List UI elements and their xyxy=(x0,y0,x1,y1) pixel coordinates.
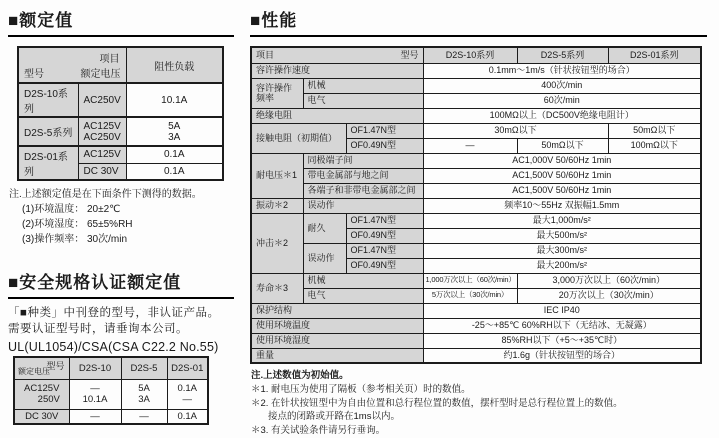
perf-value-cell: — xyxy=(423,138,517,153)
note-line: (1)环境温度： 20±2℃ xyxy=(22,204,121,215)
note-line: (3)操作频率： 30次/min xyxy=(22,234,128,245)
perf-sub-label: 电气 xyxy=(303,288,423,303)
table-row xyxy=(251,93,701,108)
header-d2s-10: D2S-10 xyxy=(69,357,121,379)
cell-value: — xyxy=(121,409,167,424)
header-d2s-01-series: D2S-01系列 xyxy=(608,47,701,63)
safety-ratings-table xyxy=(13,356,209,425)
header-item-model-cell xyxy=(251,47,423,63)
perf-value-cell: 400次/min xyxy=(423,78,701,93)
table-row xyxy=(251,243,701,258)
perf-value-cell: AC1,500V 50/60Hz 1min xyxy=(423,183,701,198)
header-d2s-10-series: D2S-10系列 xyxy=(423,47,517,63)
table-row xyxy=(251,183,701,198)
cell-value: — xyxy=(69,409,121,424)
performance-table xyxy=(250,46,702,364)
perf-value-cell: 50mΩ以下 xyxy=(517,138,608,153)
diagonal-header-cell xyxy=(14,357,69,379)
perf-value-cell: 最大500m/s² xyxy=(423,228,701,243)
perf-value-cell: 1,000万次以上（60次/min） xyxy=(423,273,517,288)
safety-ratings-section xyxy=(8,268,234,425)
table-row xyxy=(251,333,701,348)
perf-value-cell: 3,000万次以上（60次/min） xyxy=(517,273,701,288)
safety-desc-line: 需要认证型号时，请垂询本公司。 xyxy=(8,322,188,335)
header-d2s-5: D2S-5 xyxy=(121,357,167,379)
note-line: (2)环境湿度： 65±5%RH xyxy=(22,219,133,230)
note-line: ＊1. 耐电压为使用了隔板（参考相关页）时的数值。 xyxy=(251,383,471,395)
perf-row-label: 冲击＊2 xyxy=(251,213,303,273)
perf-row-label: 重量 xyxy=(251,348,423,363)
perf-value-cell: 5万次以上（30次/min） xyxy=(423,288,517,303)
table-row xyxy=(251,303,701,318)
perf-row-label: 容许操作频率 xyxy=(251,78,303,108)
perf-row-label: 绝缘电阻 xyxy=(251,108,423,123)
cell-load: 0.1A xyxy=(126,163,223,180)
table-row xyxy=(14,379,208,409)
left-column xyxy=(8,6,234,425)
table-header-row xyxy=(251,47,701,63)
safety-description xyxy=(8,306,234,337)
perf-row-label: 容许操作速度 xyxy=(251,63,423,78)
table-row xyxy=(251,318,701,333)
cell-value: 0.1A — xyxy=(167,379,208,409)
perf-value-cell: 60次/min xyxy=(423,93,701,108)
perf-sub-label: OF0.49N型 xyxy=(346,228,423,243)
header-d2s-01: D2S-01 xyxy=(167,357,208,379)
note-line: ＊3. 有关试验条件请另行垂询。 xyxy=(251,425,386,437)
perf-value-cell: 30mΩ以下 xyxy=(423,123,608,138)
perf-sub-label: 机械 xyxy=(303,273,423,288)
perf-row-label: 接触电阻（初期值） xyxy=(251,123,346,153)
table-row xyxy=(251,273,701,288)
header-item: 项目 xyxy=(256,50,275,61)
header-voltage: 额定电压 xyxy=(18,366,50,376)
cell-load: 10.1A xyxy=(126,83,223,117)
perf-value-cell: 最大300m/s² xyxy=(423,243,701,258)
perf-row-label: 使用环境温度 xyxy=(251,318,423,333)
perf-sub-label: 带电金属部与地之间 xyxy=(303,168,423,183)
note-line: 注.上述数值为初始值。 xyxy=(251,370,349,381)
table-row xyxy=(251,63,701,78)
certification-standard: UL(UL1054)/CSA(CSA C22.2 No.55) xyxy=(8,340,219,355)
table-row xyxy=(251,108,701,123)
perf-value-cell: 最大200m/s² xyxy=(423,258,701,273)
table-row xyxy=(251,348,701,363)
cell-model: D2S-10系列 xyxy=(18,83,78,117)
performance-section xyxy=(250,6,707,438)
table-header-row xyxy=(14,357,208,379)
perf-value-cell: AC1,500V 50/60Hz 1min xyxy=(423,168,701,183)
table-header-row xyxy=(18,47,223,83)
perf-value-cell: 20万次以上（30次/min） xyxy=(517,288,701,303)
cell-value: 5A 3A xyxy=(121,379,167,409)
perf-row-label: 寿命＊3 xyxy=(251,273,303,303)
perf-value-cell: -25～+85℃ 60%RH以下（无结冰、无凝露） xyxy=(423,318,701,333)
table-row xyxy=(251,213,701,228)
cell-voltage: DC 30V xyxy=(14,409,69,424)
cell-voltage: DC 30V xyxy=(78,163,126,180)
table-row xyxy=(18,83,223,117)
table-row xyxy=(14,409,208,424)
perf-value-cell: 频率10～55Hz 双振幅1.5mm xyxy=(423,198,701,213)
perf-sub-label: 误动作 xyxy=(303,198,423,213)
note-line: ＊2. 在针状按钮型中为自由位置和总行程位置的数值，摆杆型时是总行程位置上的数值。 xyxy=(251,397,623,409)
perf-value-cell: 最大1,000m/s² xyxy=(423,213,701,228)
cell-voltage: AC125V AC250V xyxy=(78,117,126,146)
table-row xyxy=(251,198,701,213)
table-row xyxy=(251,153,701,168)
header-item: 项目 xyxy=(99,54,120,65)
perf-value-cell: 50mΩ以下 xyxy=(608,123,701,138)
table-row xyxy=(251,78,701,93)
perf-sub-label: 耐久 xyxy=(303,213,346,243)
perf-value-cell: IEC IP40 xyxy=(423,303,701,318)
performance-notes xyxy=(251,369,707,438)
diagonal-header-cell xyxy=(18,47,126,83)
perf-row-label: 使用环境湿度 xyxy=(251,333,423,348)
perf-row-label: 耐电压＊1 xyxy=(251,153,303,198)
perf-sub-label: 同极端子间 xyxy=(303,153,423,168)
perf-value-cell: AC1,000V 50/60Hz 1min xyxy=(423,153,701,168)
header-d2s-5-series: D2S-5系列 xyxy=(517,47,608,63)
safety-desc-line: 「■种类」中刊登的型号，非认证产品。 xyxy=(8,307,220,319)
perf-value-cell: 85%RH以下（+5～+35℃时） xyxy=(423,333,701,348)
table-row xyxy=(251,123,701,138)
cell-voltage: AC125V 250V xyxy=(14,379,69,409)
cell-load: 0.1A xyxy=(126,146,223,163)
rated-notes xyxy=(9,187,234,247)
perf-sub-label: 各端子和非带电金属部之间 xyxy=(303,183,423,198)
perf-sub-label: 误动作 xyxy=(303,243,346,273)
perf-row-label: 保护结构 xyxy=(251,303,423,318)
perf-sub-label: OF0.49N型 xyxy=(346,258,423,273)
header-model: 型号 xyxy=(46,361,65,372)
header-resistive-load: 阻性负载 xyxy=(126,47,223,83)
section-title-performance: ■性能 xyxy=(250,6,707,37)
cell-load: 5A 3A xyxy=(126,117,223,146)
table-row xyxy=(251,288,701,303)
section-title-rated: ■额定值 xyxy=(8,6,234,37)
cell-voltage: AC250V xyxy=(78,83,126,117)
section-title-safety: ■安全规格认证额定值 xyxy=(8,268,234,299)
perf-row-label: 振动＊2 xyxy=(251,198,303,213)
note-line: 接点的闭路或开路在1ms以内。 xyxy=(268,411,400,423)
header-model: 型号 xyxy=(24,69,44,80)
table-row xyxy=(251,168,701,183)
note-line: 注.上述额定值是在下面条件下测得的数据。 xyxy=(9,189,202,200)
cell-model: D2S-01系列 xyxy=(18,146,78,180)
table-row xyxy=(18,146,223,163)
cell-voltage: AC125V xyxy=(78,146,126,163)
cell-value: — 10.1A xyxy=(69,379,121,409)
perf-sub-label: 机械 xyxy=(303,78,423,93)
perf-sub-label: OF1.47N型 xyxy=(346,213,423,228)
perf-sub-label: OF0.49N型 xyxy=(346,138,423,153)
perf-value-cell: 约1.6g（针状按钮型的场合） xyxy=(423,348,701,363)
header-model: 型号 xyxy=(400,50,419,61)
perf-sub-label: 电气 xyxy=(303,93,423,108)
perf-value-cell: 0.1mm～1m/s（针状按钮型的场合） xyxy=(423,63,701,78)
header-voltage: 额定电压 xyxy=(80,69,121,80)
perf-value-cell: 100mΩ以下 xyxy=(608,138,701,153)
perf-sub-label: OF1.47N型 xyxy=(346,243,423,258)
perf-value-cell: 100MΩ以上（DC500V绝缘电阻计） xyxy=(423,108,701,123)
perf-sub-label: OF1.47N型 xyxy=(346,123,423,138)
cell-value: 0.1A xyxy=(167,409,208,424)
rated-values-table xyxy=(17,46,224,181)
cell-model: D2S-5系列 xyxy=(18,117,78,146)
table-row xyxy=(18,117,223,146)
